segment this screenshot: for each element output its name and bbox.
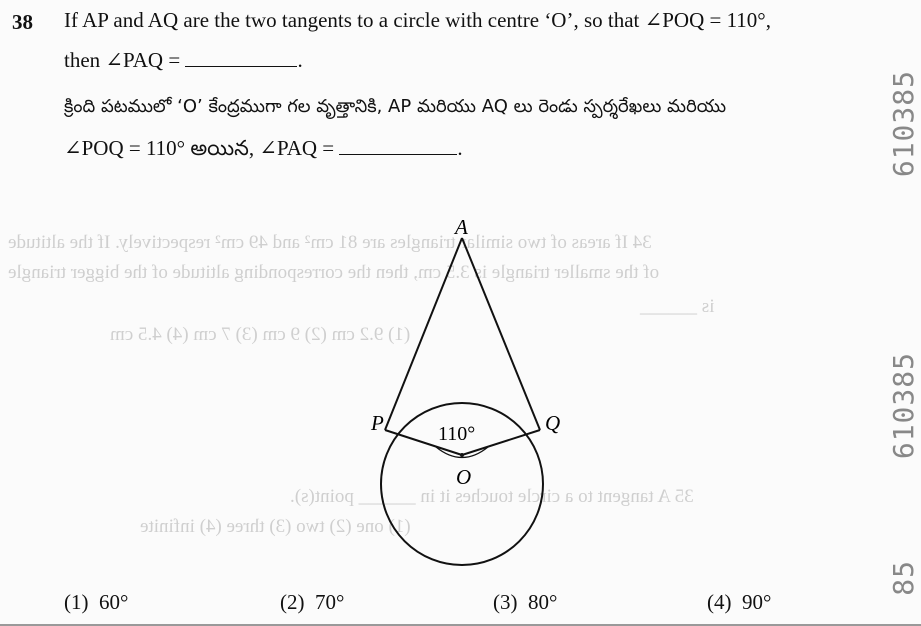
question-telugu-line1: క్రింది పటములో ‘O’ కేంద్రముగా గల వృత్తానికి, AP మరియు AQ లు రెండు స్పర్శరేఖలు మరియు [64, 96, 727, 117]
question-number: 38 [12, 10, 33, 34]
option-text: 90° [742, 590, 772, 614]
label-A: A [455, 215, 468, 239]
label-P: P [371, 411, 384, 435]
option-4[interactable] [707, 590, 771, 615]
question-english-prefix: then ∠PAQ = [64, 48, 181, 72]
ghost-line: 35 A tangent to a circle touches it in ______ point(s). [290, 486, 694, 507]
option-1[interactable] [64, 590, 128, 615]
label-O: O [456, 465, 472, 489]
ghost-line: of the smaller triangle is 3.5 cm, then the corresponding altitude of the bigger triangle [8, 262, 660, 283]
option-text: 70° [315, 590, 345, 614]
end-punct: . [297, 48, 303, 72]
option-text: 80° [528, 590, 558, 614]
tangent-AQ [462, 238, 540, 430]
ghost-line: (1) 9.2 cm (2) 9 cm (3) 7 cm (4) 4.5 cm [110, 324, 411, 345]
label-Q: Q [545, 411, 561, 435]
stamp-code: 610385 [887, 70, 920, 178]
stamp-code: 85 [887, 560, 920, 596]
angle-label: 110° [438, 423, 476, 445]
option-text: 60° [99, 590, 129, 614]
centre-point [460, 453, 464, 457]
option-number: (2) [280, 590, 305, 614]
ghost-line: is ______ [640, 296, 715, 317]
option-3[interactable] [493, 590, 557, 615]
question-telugu-prefix: ∠POQ = 110° అయిన, ∠PAQ = [64, 136, 335, 160]
question-english-line1: If AP and AQ are the two tangents to a circle with centre ‘O’, so that ∠POQ = 110°, [64, 8, 771, 32]
ghost-line: (1) one (2) two (3) three (4) infinite [140, 516, 411, 537]
option-2[interactable] [280, 590, 344, 615]
stamp-code: 610385 [887, 352, 920, 460]
ghost-line: 34 If areas of two similar triangles are 81 cm² and 49 cm² respectively. If the altitude [8, 232, 652, 253]
option-number: (4) [707, 590, 732, 614]
option-number: (1) [64, 590, 89, 614]
option-number: (3) [493, 590, 518, 614]
end-punct: . [457, 136, 463, 160]
tangent-AP [385, 238, 462, 430]
